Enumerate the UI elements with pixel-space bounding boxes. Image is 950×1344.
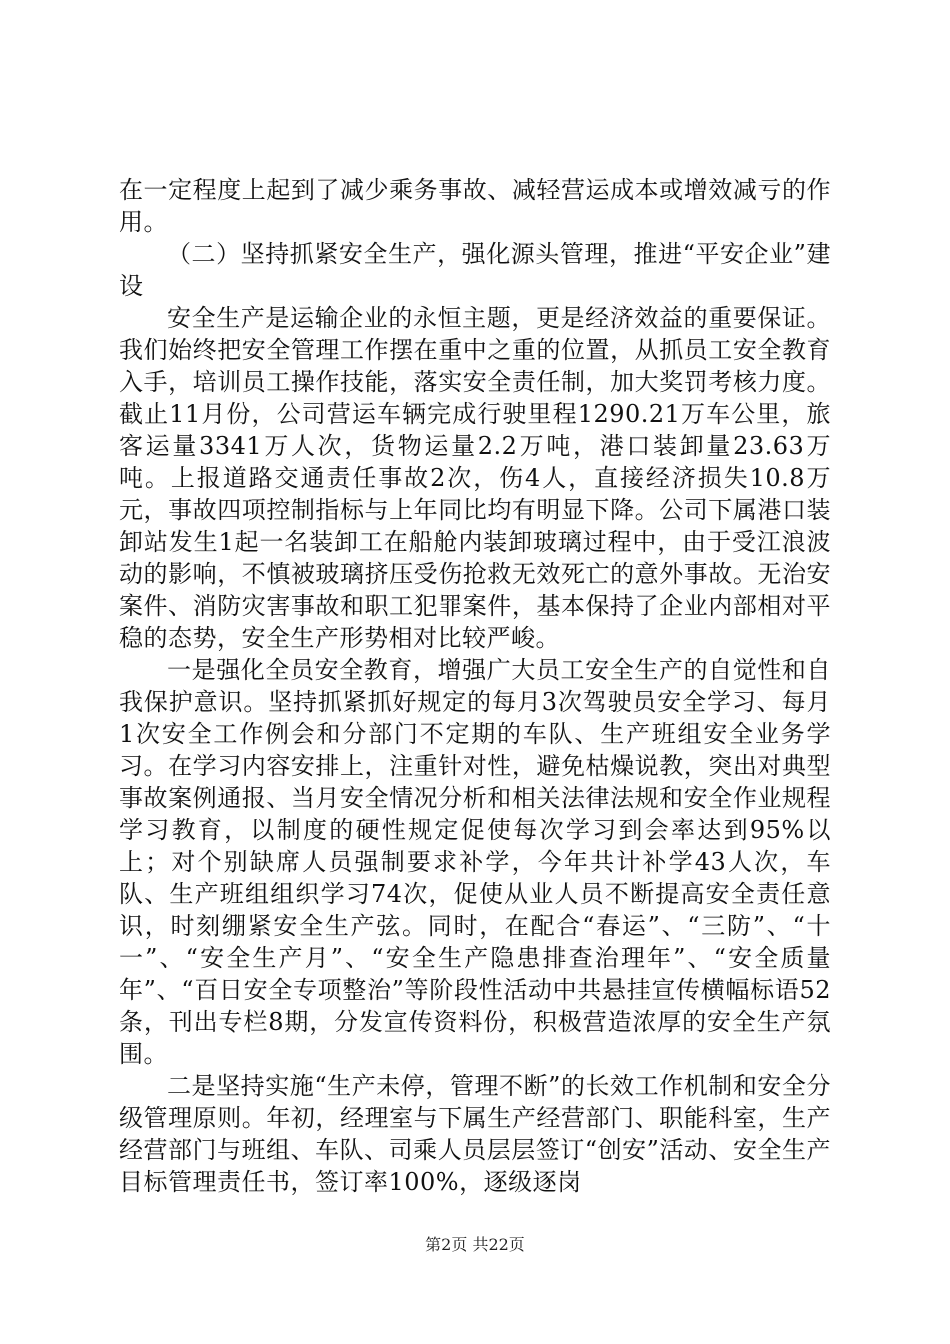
document-body [119,174,831,1198]
paragraph-1: 在一定程度上起到了减少乘务事故、减轻营运成本或增效减亏的作用。 [119,176,831,236]
paragraph-2: 安全生产是运输企业的永恒主题，更是经济效益的重要保证。我们始终把安全管理工作摆在重中之重的位置，从抓员工安全教育入手，培训员工操作技能，落实安全责任制，加大奖罚考核力度。截止11月份，公司营运车辆完成行驶里程1290.21万车公里，旅客运量3341万人次，货物运量2.2万吨，港口装卸量23.63万吨。上报道路交通责任事故2次，伤4人，直接经济损失10.8万元，事故四项控制指标与上年同比均有明显下降。公司下属港口装卸站发生1起一名装卸工在船舱内装卸玻璃过程中，由于受江浪波动的影响，不慎被玻璃挤压受伤抢救无效死亡的意外事故。无治安案件、消防灾害事故和职工犯罪案件，基本保持了企业内部相对平稳的态势，安全生产形势相对比较严峻。 [119,304,831,652]
paragraph-4: 二是坚持实施“生产未停，管理不断”的长效工作机制和安全分级管理原则。年初，经理室与下属生产经营部门、职能科室，生产经营部门与班组、车队、司乘人员层层签订“创安”活动、安全生产目标管理责任书，签订率100%，逐级逐岗 [119,1072,831,1196]
paragraph-3: 一是强化全员安全教育，增强广大员工安全生产的自觉性和自我保护意识。坚持抓紧抓好规定的每月3次驾驶员安全学习、每月1次安全工作例会和分部门不定期的车队、生产班组安全业务学习。在学习内容安排上，注重针对性，避免枯燥说教，突出对典型事故案例通报、当月安全情况分析和相关法律法规和安全作业规程学习教育，以制度的硬性规定促使每次学习到会率达到95%以上；对个别缺席人员强制要求补学，今年共计补学43人次，车队、生产班组组织学习74次，促使从业人员不断提高安全责任意识，时刻绷紧安全生产弦。同时，在配合“春运”、“三防”、“十一”、“安全生产月”、“安全生产隐患排查治理年”、“安全质量年”、“百日安全专项整治”等阶段性活动中共悬挂宣传横幅标语52条，刊出专栏8期，分发宣传资料份，积极营造浓厚的安全生产氛围。 [119,656,831,1068]
page-number-footer: 第2页 共22页 [425,1235,525,1254]
section-heading: （二）坚持抓紧安全生产，强化源头管理，推进“平安企业”建设 [119,240,831,300]
